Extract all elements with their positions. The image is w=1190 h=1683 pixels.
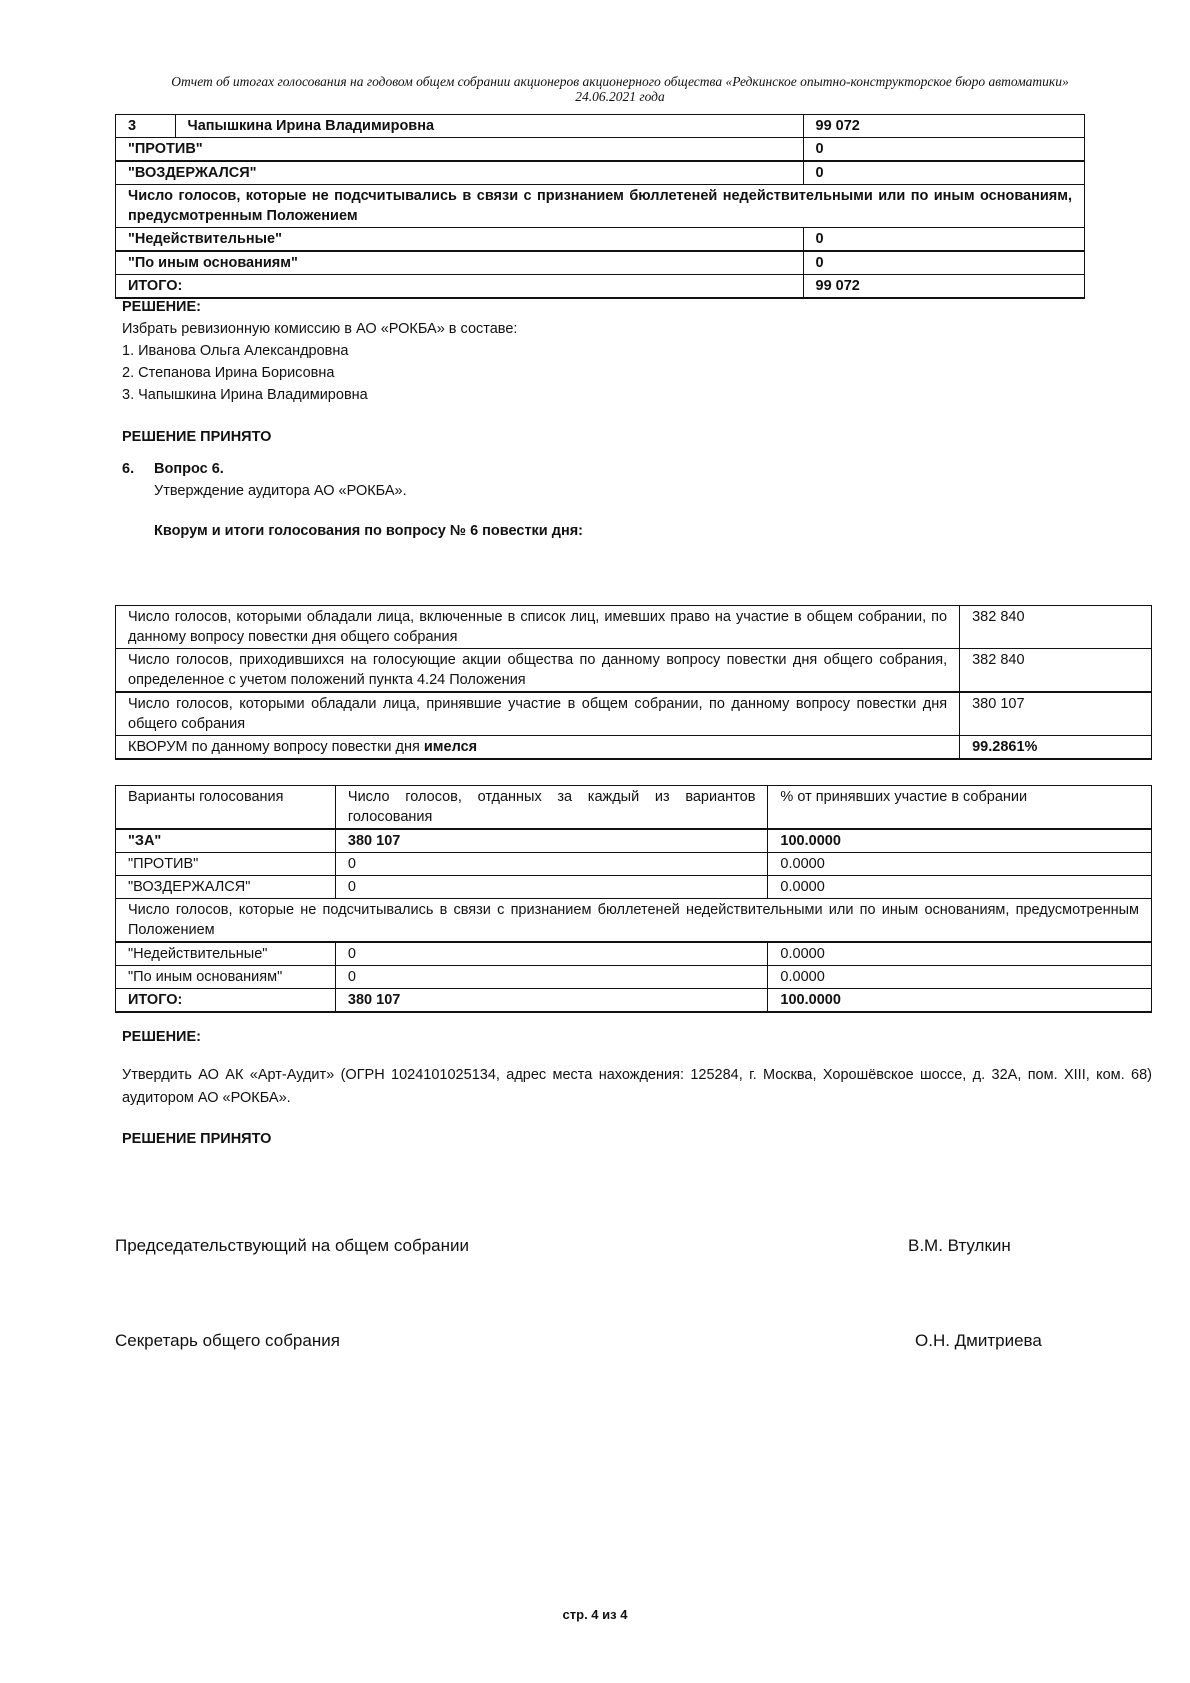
table-row	[116, 251, 1085, 275]
table-row	[116, 829, 1152, 853]
vote-percent: 0.0000	[768, 942, 1152, 966]
vote-percent: 100.0000	[768, 989, 1152, 1013]
table-row	[116, 161, 1085, 185]
vote-percent: 0.0000	[768, 966, 1152, 989]
vote-count: 0	[335, 876, 768, 899]
vote-count: 0	[335, 966, 768, 989]
table-row	[116, 606, 1152, 649]
decision-heading: РЕШЕНИЕ:	[122, 299, 201, 315]
decision-result: РЕШЕНИЕ ПРИНЯТО	[122, 429, 272, 445]
vote-option: "ПРОТИВ"	[116, 853, 336, 876]
table-row	[116, 989, 1152, 1013]
question-number: 6.	[122, 461, 135, 477]
question5-votes-table	[115, 114, 1085, 299]
decision6-block	[122, 1026, 1152, 1150]
votes-table	[115, 785, 1152, 1013]
quorum-text: КВОРУМ по данному вопросу повестки дня	[128, 739, 424, 755]
secretary-role: Секретарь общего собрания	[115, 1331, 340, 1350]
row-label: "Недействительные"	[116, 228, 804, 252]
row-number: 3	[116, 115, 176, 138]
member-item: 3. Чапышкина Ирина Владимировна	[122, 387, 368, 403]
quorum-percent: 99.2861%	[960, 736, 1152, 760]
row-value: 0	[803, 251, 1085, 275]
vote-option: "По иным основаниям"	[116, 966, 336, 989]
vote-percent: 100.0000	[768, 829, 1152, 853]
table-row	[116, 966, 1152, 989]
secretary-name: О.Н. Дмитриева	[915, 1331, 1042, 1350]
table-row	[116, 115, 1085, 138]
row-value: 382 840	[960, 606, 1152, 649]
vote-count: 0	[335, 942, 768, 966]
vote-percent: 0.0000	[768, 853, 1152, 876]
question-title: Вопрос 6.	[154, 461, 224, 477]
quorum-heading: Кворум и итоги голосования по вопросу № 6 повестки дня:	[154, 523, 584, 539]
header-date: 24.06.2021 года	[575, 89, 665, 104]
page-number: стр. 4 из 4	[562, 1607, 628, 1622]
chair-name: В.М. Втулкин	[908, 1236, 1011, 1255]
table-header-row	[116, 786, 1152, 830]
column-header: Число голосов, отданных за каждый из вариантов голосования	[335, 786, 768, 830]
vote-option: ИТОГО:	[116, 989, 336, 1013]
header-title: Отчет об итогах голосования на годовом общем собрании акционеров акционерного общества «Редкинское опытно-конструкторское бюро автоматики»	[171, 74, 1069, 89]
column-header: % от принявших участие в собрании	[768, 786, 1152, 830]
column-header: Варианты голосования	[116, 786, 336, 830]
row-value: 380 107	[960, 692, 1152, 736]
table-row	[116, 942, 1152, 966]
vote-percent: 0.0000	[768, 876, 1152, 899]
table-row	[116, 275, 1085, 299]
table-row	[116, 899, 1152, 943]
row-label: Число голосов, которые не подсчитывались в связи с признанием бюллетеней недействительными или по иным основаниям, предусмотренным Положением	[116, 899, 1152, 943]
vote-count: 380 107	[335, 989, 768, 1013]
row-value: 382 840	[960, 649, 1152, 693]
decision-text: Избрать ревизионную комиссию в АО «РОКБА» в составе:	[122, 321, 518, 337]
table-row	[116, 138, 1085, 162]
member-item: 2. Степанова Ирина Борисовна	[122, 365, 335, 381]
row-label: "ПРОТИВ"	[116, 138, 804, 162]
question-text: Утверждение аудитора АО «РОКБА».	[154, 483, 407, 499]
row-label: Число голосов, приходившихся на голосующие акции общества по данному вопросу повестки дня общего собрания, определенное с учетом положений пункта 4.24 Положения	[116, 649, 960, 693]
table-row	[116, 228, 1085, 252]
vote-option: "ВОЗДЕРЖАЛСЯ"	[116, 876, 336, 899]
decision-text: Утвердить АО АК «Арт-Аудит» (ОГРН 1024101025134, адрес места нахождения: 125284, г. Москва, Хорошёвское шоссе, д. 32А, пом. XIII, ком. 68) аудитором АО «РОКБА».	[122, 1067, 1152, 1106]
table-row	[116, 876, 1152, 899]
quorum-status: имелся	[423, 739, 478, 755]
table-row	[116, 692, 1152, 736]
member-item: 1. Иванова Ольга Александровна	[122, 343, 349, 359]
quorum-label	[116, 736, 960, 760]
row-label: "ВОЗДЕРЖАЛСЯ"	[116, 161, 804, 185]
candidate-name: Чапышкина Ирина Владимировна	[175, 115, 803, 138]
page-header	[100, 74, 1140, 104]
vote-count: 0	[335, 853, 768, 876]
decision5-block	[122, 296, 517, 448]
row-value: 0	[803, 138, 1085, 162]
question-title-line	[122, 458, 1022, 480]
question6-block	[122, 458, 1022, 542]
chair-role: Председательствующий на общем собрании	[115, 1236, 470, 1255]
row-label: Число голосов, которыми обладали лица, включенные в список лиц, имевших право на участие в общем собрании, по данному вопросу повестки дня общего собрания	[116, 606, 960, 649]
table-row	[116, 185, 1085, 228]
decision-heading: РЕШЕНИЕ:	[122, 1029, 201, 1045]
row-value: 99 072	[803, 275, 1085, 299]
quorum-table	[115, 605, 1152, 760]
decision-result: РЕШЕНИЕ ПРИНЯТО	[122, 1131, 272, 1147]
row-value: 0	[803, 228, 1085, 252]
row-value: 0	[803, 161, 1085, 185]
table-row	[116, 853, 1152, 876]
table-row	[116, 736, 1152, 760]
row-label: Число голосов, которыми обладали лица, принявшие участие в общем собрании, по данному вопросу повестки дня общего собрания	[116, 692, 960, 736]
candidate-votes: 99 072	[803, 115, 1085, 138]
row-label: Число голосов, которые не подсчитывались в связи с признанием бюллетеней недействительными или по иным основаниям, предусмотренным Положением	[116, 185, 1085, 228]
row-label: "По иным основаниям"	[116, 251, 804, 275]
vote-count: 380 107	[335, 829, 768, 853]
row-label: ИТОГО:	[116, 275, 804, 299]
vote-option: "Недействительные"	[116, 942, 336, 966]
vote-option: "ЗА"	[116, 829, 336, 853]
table-row	[116, 649, 1152, 693]
